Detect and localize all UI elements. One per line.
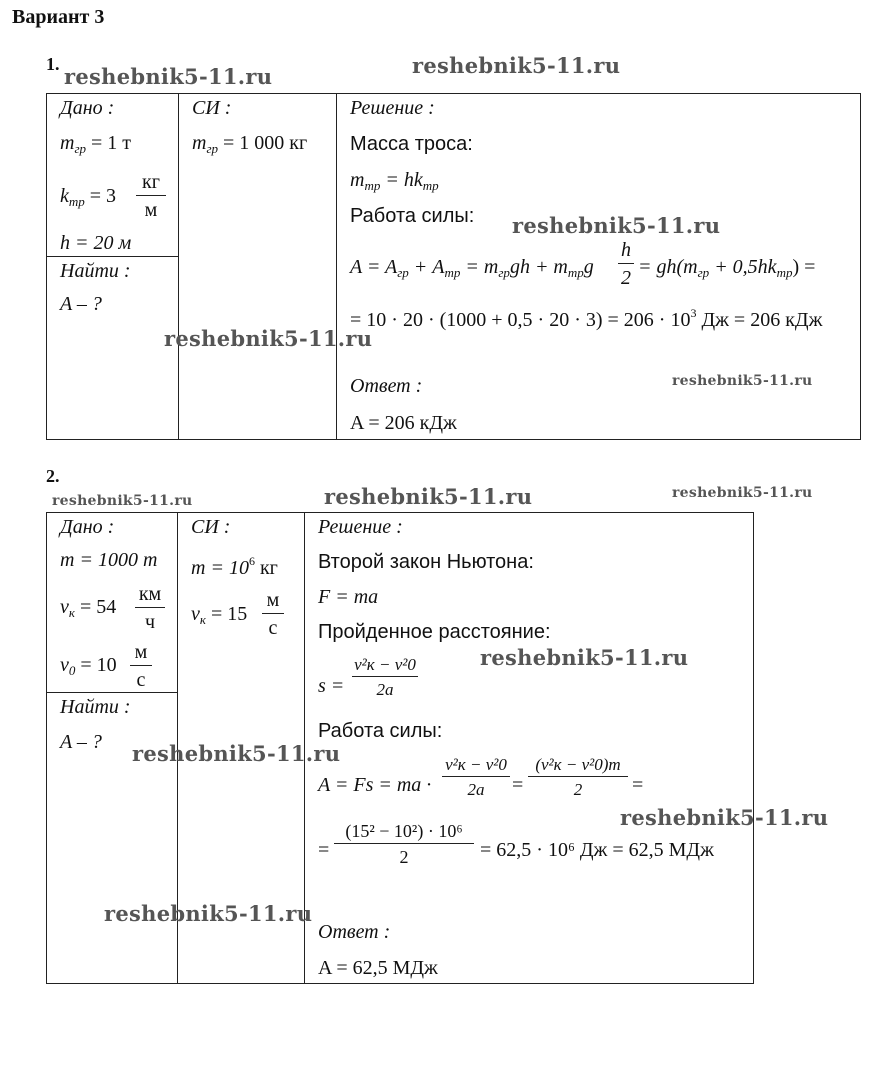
task1-given-k-unit: кг м bbox=[136, 172, 166, 220]
task2-number: 2. bbox=[46, 466, 60, 486]
watermark: reshebnik5-11.ru bbox=[412, 53, 621, 78]
watermark: reshebnik5-11.ru bbox=[620, 805, 829, 830]
watermark: reshebnik5-11.ru bbox=[324, 484, 533, 509]
task2-sol-line5: Работа силы: bbox=[318, 720, 443, 742]
task2-answer: A = 62,5 МДж bbox=[318, 957, 438, 979]
task1-sol-line4-end: = $gh(m_{гр} + 0,5hk_{тр})$ = bbox=[638, 256, 816, 280]
task1-given-k: $k_{тр} = 3$ bbox=[60, 185, 117, 209]
task2-sol-eq1: = bbox=[512, 774, 524, 796]
task2-sol-line3: Пройденное расстояние: bbox=[318, 621, 551, 643]
task2-sol-frac-7: (15² − 10²) · 10⁶ 2 bbox=[334, 822, 474, 866]
task2-sol-frac-6b: (v²к − v²0)m 2 bbox=[528, 756, 628, 798]
task2-answer-header: Ответ : bbox=[318, 921, 391, 943]
task2-find-header: Найти : bbox=[60, 696, 131, 718]
watermark: reshebnik5-11.ru bbox=[164, 326, 373, 351]
watermark: reshebnik5-11.ru bbox=[512, 213, 721, 238]
watermark: reshebnik5-11.ru bbox=[104, 901, 313, 926]
task1-divider-1 bbox=[178, 93, 179, 440]
task1-sol-line4: $A = A_{гр} + A_{тр} = m_{гр}gh + m_{тр}g$ bbox=[350, 256, 594, 280]
task2-sol-eq2: = bbox=[632, 774, 644, 796]
task1-sol-frac-h2: h 2 bbox=[618, 240, 634, 288]
task1-sol-line2: $m_{тр} = hk_{тр}$ bbox=[350, 169, 439, 193]
task2-si-vk-unit: м с bbox=[262, 590, 284, 638]
task2-given-v0: $v_0 = 10$ bbox=[60, 654, 117, 678]
task1-find-header: Найти : bbox=[60, 260, 131, 282]
task2-si-header: СИ : bbox=[191, 516, 231, 538]
task2-given-mass: m = 1000 т bbox=[60, 549, 158, 571]
task1-si-mass: $m_{гр} = 1$ 000 кг bbox=[192, 132, 308, 156]
task1-divider-2 bbox=[336, 93, 337, 440]
task2-sol-s-label: s = bbox=[318, 675, 345, 697]
task2-sol-line7-eq: = bbox=[318, 839, 330, 861]
watermark: reshebnik5-11.ru bbox=[52, 493, 193, 509]
task2-given-divider bbox=[46, 692, 178, 693]
watermark: reshebnik5-11.ru bbox=[480, 645, 689, 670]
watermark: reshebnik5-11.ru bbox=[132, 741, 341, 766]
task2-sol-frac-6a: v²к − v²0 2a bbox=[442, 756, 510, 798]
task2-sol-frac-s: v²к − v²0 2a bbox=[352, 656, 418, 698]
task1-sol-line3: Работа силы: bbox=[350, 205, 475, 227]
task1-answer-header: Ответ : bbox=[350, 375, 423, 397]
task2-given-v0-unit: м с bbox=[130, 642, 152, 690]
task2-given-header: Дано : bbox=[60, 516, 115, 538]
task1-si-header: СИ : bbox=[192, 97, 232, 119]
task1-find: A – ? bbox=[60, 293, 102, 315]
task2-given-vk-unit: км ч bbox=[135, 584, 165, 632]
watermark: reshebnik5-11.ru bbox=[672, 373, 813, 389]
task2-solution-header: Решение : bbox=[318, 516, 403, 538]
watermark: reshebnik5-11.ru bbox=[672, 485, 813, 501]
task2-sol-line7-result: = 62,5 · 10⁶ Дж = 62,5 МДж bbox=[480, 839, 714, 861]
task1-given-mass: $m_{гр} = 1$ т bbox=[60, 132, 132, 156]
task2-sol-line1: Второй закон Ньютона: bbox=[318, 551, 534, 573]
task2-sol-line6: A = Fs = ma · bbox=[318, 774, 432, 796]
task1-solution-header: Решение : bbox=[350, 97, 435, 119]
task1-sol-line1: Масса троса: bbox=[350, 133, 473, 155]
task2-find: A – ? bbox=[60, 731, 102, 753]
task1-sol-line5: = $10 \cdot 20 \cdot (1000 + 0,5 \cdot 20 \cdot 3) = 206 \cdot 10^3$ Дж = 206 кДж bbox=[350, 306, 823, 331]
task2-si-vk: $v_к = 15$ bbox=[191, 603, 248, 627]
task1-given-divider bbox=[46, 256, 179, 257]
task1-given-h: h = 20 м bbox=[60, 232, 132, 254]
page-title: Вариант 3 bbox=[12, 6, 105, 28]
task2-given-vk: $v_к = 54$ bbox=[60, 596, 117, 620]
task2-sol-line2: F = ma bbox=[318, 586, 379, 608]
watermark: reshebnik5-11.ru bbox=[64, 64, 273, 89]
task1-given-header: Дано : bbox=[60, 97, 115, 119]
task1-number: 1. bbox=[46, 54, 60, 74]
task1-answer: A = 206 кДж bbox=[350, 412, 457, 434]
task2-si-mass: $m = 10^6$ кг bbox=[191, 554, 278, 579]
